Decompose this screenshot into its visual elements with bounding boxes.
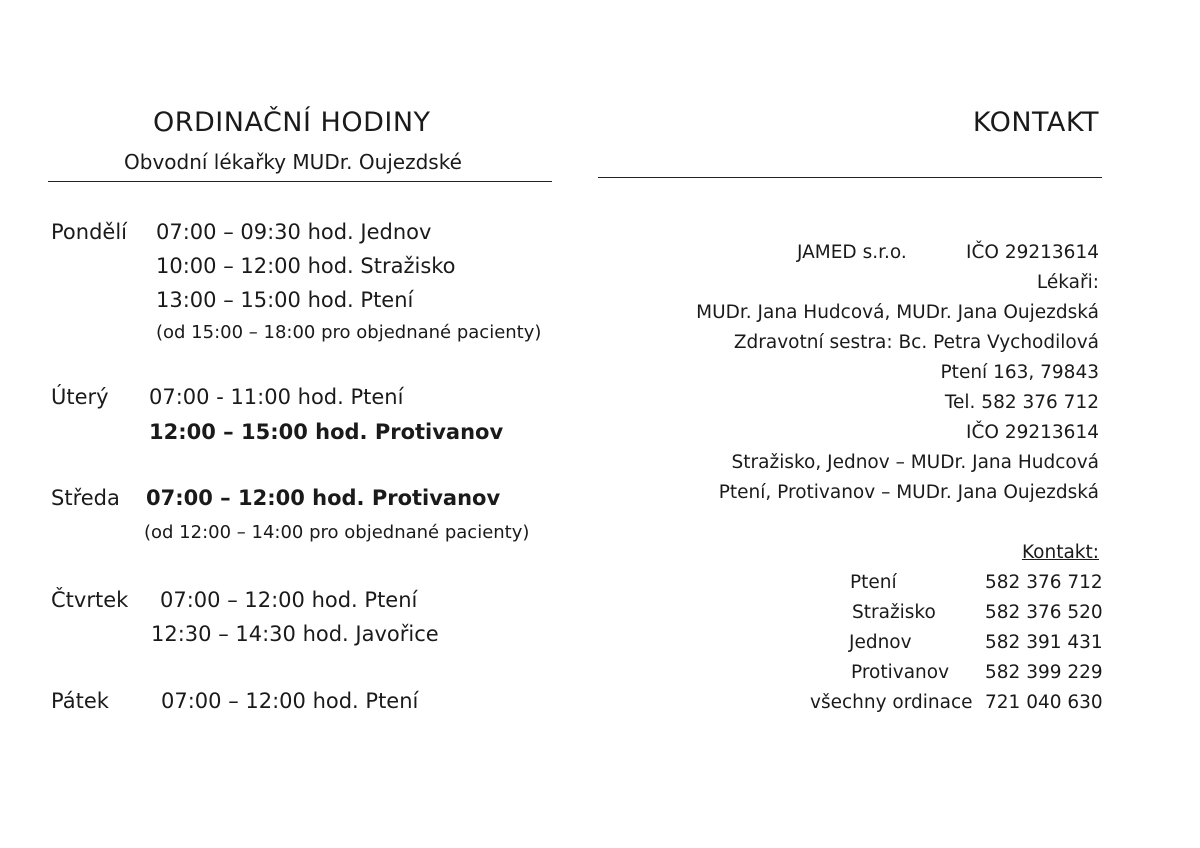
contact-phone: 582 376 712 [985, 572, 1103, 593]
contact-place: Stražisko [852, 602, 936, 623]
contact-place: Protivanov [851, 662, 950, 683]
day-tuesday: Úterý [51, 385, 109, 409]
right-divider [598, 177, 1102, 178]
doctors: MUDr. Jana Hudcová, MUDr. Jana Oujezdská [696, 302, 1099, 323]
address: Ptení 163, 79843 [940, 362, 1099, 383]
thursday-line-1: 07:00 – 12:00 hod. Ptení [160, 588, 418, 612]
wednesday-line-1: 07:00 – 12:00 hod. Protivanov [146, 486, 501, 510]
assignment-1: Stražisko, Jednov – MUDr. Jana Hudcová [731, 452, 1099, 473]
monday-line-3: 13:00 – 15:00 hod. Ptení [156, 288, 414, 312]
contact-phone: 582 399 229 [985, 662, 1103, 683]
contact-label: Kontakt: [1021, 542, 1099, 563]
assignment-2: Ptení, Protivanov – MUDr. Jana Oujezdská [718, 482, 1099, 503]
friday-line-1: 07:00 – 12:00 hod. Ptení [161, 689, 419, 713]
contact-phone: 582 391 431 [985, 632, 1103, 653]
doctors-label: Lékaři: [1036, 272, 1099, 293]
contact-phone: 721 040 630 [985, 692, 1103, 713]
monday-line-1: 07:00 – 09:30 hod. Jednov [156, 220, 432, 244]
phone: Tel. 582 376 712 [944, 392, 1099, 413]
day-friday: Pátek [51, 689, 109, 713]
opening-hours-title: ORDINAČNÍ HODINY [153, 107, 431, 138]
day-monday: Pondělí [51, 220, 127, 244]
tuesday-line-2: 12:00 – 15:00 hod. Protivanov [149, 420, 504, 444]
company-ico: IČO 29213614 [966, 242, 1099, 263]
thursday-line-2: 12:30 – 14:30 hod. Javořice [151, 622, 439, 646]
tuesday-line-1: 07:00 - 11:00 hod. Ptení [149, 385, 404, 409]
contact-place: Jednov [849, 632, 912, 653]
contact-title: KONTAKT [972, 107, 1099, 138]
day-thursday: Čtvrtek [51, 588, 129, 612]
ico: IČO 29213614 [966, 422, 1099, 443]
contact-place: všechny ordinace [810, 692, 973, 713]
monday-note: (od 15:00 – 18:00 pro objednané pacienty) [156, 322, 542, 343]
nurse: Zdravotní sestra: Bc. Petra Vychodilová [733, 332, 1099, 353]
monday-line-2: 10:00 – 12:00 hod. Stražisko [156, 254, 456, 278]
opening-hours-subtitle: Obvodní lékařky MUDr. Oujezdské [124, 150, 462, 174]
wednesday-note: (od 12:00 – 14:00 pro objednané pacienty) [144, 522, 530, 543]
day-wednesday: Středa [51, 486, 120, 510]
company-name: JAMED s.r.o. [797, 242, 907, 263]
contact-phone: 582 376 520 [985, 602, 1103, 623]
contact-place: Ptení [850, 572, 897, 593]
left-divider [48, 181, 552, 182]
